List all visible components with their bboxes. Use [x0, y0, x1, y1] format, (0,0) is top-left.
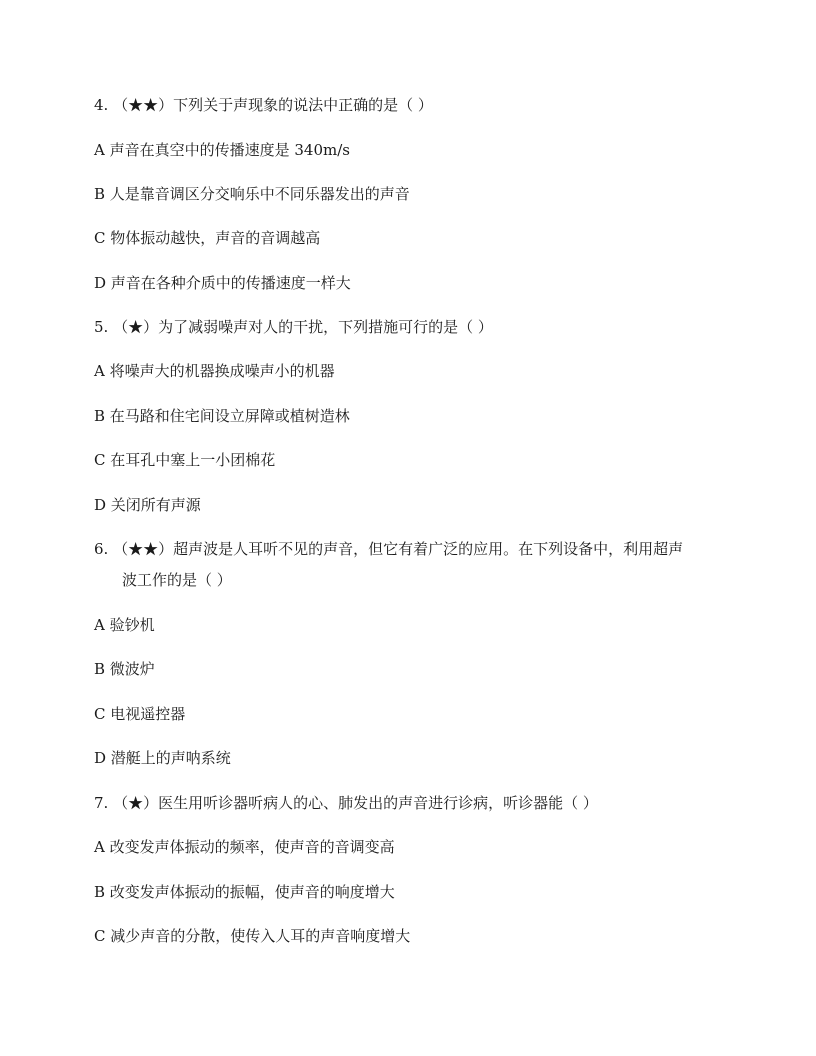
- question-5-option-a: A 将噪声大的机器换成噪声小的机器: [94, 362, 335, 380]
- question-7-option-b: B 改变发声体振动的振幅，使声音的响度增大: [94, 883, 395, 901]
- question-6-option-d: D 潜艇上的声呐系统: [94, 749, 231, 767]
- question-6-option-a: A 验钞机: [94, 616, 155, 634]
- question-5-option-b: B 在马路和住宅间设立屏障或植树造林: [94, 407, 350, 425]
- question-6-option-c: C 电视遥控器: [94, 705, 186, 723]
- question-5-option-d: D 关闭所有声源: [94, 496, 201, 514]
- question-7-option-a: A 改变发声体振动的频率，使声音的音调变高: [94, 838, 395, 856]
- question-6-stem: 6. （★★）超声波是人耳听不见的声音，但它有着广泛的应用。在下列设备中，利用超声: [94, 540, 684, 558]
- question-4-stem: 4. （★★）下列关于声现象的说法中正确的是（ ）: [94, 96, 433, 114]
- question-7-stem: 7. （★）医生用听诊器听病人的心、肺发出的声音进行诊病，听诊器能（ ）: [94, 794, 598, 812]
- question-7-option-c: C 减少声音的分散，使传入人耳的声音响度增大: [94, 927, 411, 945]
- question-5-stem: 5. （★）为了减弱噪声对人的干扰，下列措施可行的是（ ）: [94, 318, 493, 336]
- question-4-option-a: A 声音在真空中的传播速度是 340m/s: [94, 141, 350, 159]
- question-5-option-c: C 在耳孔中塞上一小团棉花: [94, 451, 276, 469]
- question-4-option-b: B 人是靠音调区分交响乐中不同乐器发出的声音: [94, 185, 410, 203]
- question-4-option-c: C 物体振动越快，声音的音调越高: [94, 229, 321, 247]
- question-6-stem-continued: 波工作的是（ ）: [122, 571, 232, 589]
- question-6-option-b: B 微波炉: [94, 660, 155, 678]
- question-4-option-d: D 声音在各种介质中的传播速度一样大: [94, 274, 351, 292]
